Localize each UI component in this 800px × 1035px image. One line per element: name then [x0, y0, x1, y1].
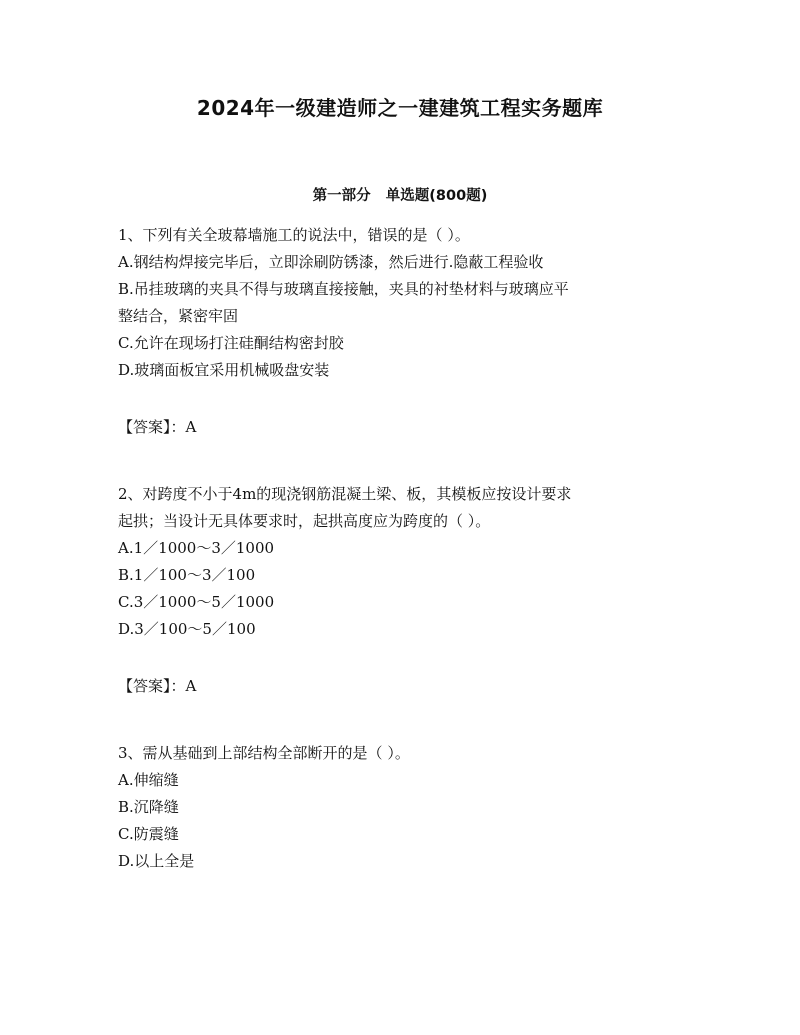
option-b: B.1／100～3／100 [118, 566, 256, 584]
option-d: D.3／100～5／100 [118, 620, 256, 638]
question-stem: 3、需从基础到上部结构全部断开的是（ ）。 [118, 744, 410, 762]
option-c: C.允许在现场打注硅酮结构密封胶 [118, 334, 344, 352]
option-d: D.以上全是 [118, 852, 195, 870]
question-stem-continuation: 起拱；当设计无具体要求时，起拱高度应为跨度的（ ）。 [118, 512, 491, 530]
answer-1: 【答案】：A [118, 418, 197, 436]
option-a: A.钢结构焊接完毕后，立即涂刷防锈漆，然后进行.隐蔽工程验收 [118, 253, 544, 271]
question-2 [118, 481, 688, 643]
option-b: B.沉降缝 [118, 798, 179, 816]
question-stem: 1、下列有关全玻幕墙施工的说法中，错误的是（ ）。 [118, 226, 470, 244]
option-d: D.玻璃面板宜采用机械吸盘安装 [118, 361, 330, 379]
document-title: 2024年一级建造师之一建建筑工程实务题库 [196, 96, 604, 120]
option-b-continuation: 整结合，紧密牢固 [118, 307, 239, 325]
section-heading: 第一部分 单选题(800题) [312, 188, 488, 204]
option-a: A.伸缩缝 [118, 771, 179, 789]
option-a: A.1／1000～3／1000 [118, 539, 275, 557]
question-stem: 2、对跨度不小于4m的现浇钢筋混凝土梁、板，其模板应按设计要求 [118, 485, 572, 503]
option-c: C.防震缝 [118, 825, 179, 843]
option-b: B.吊挂玻璃的夹具不得与玻璃直接接触，夹具的衬垫材料与玻璃应平 [118, 280, 569, 298]
answer-2: 【答案】：A [118, 677, 197, 695]
question-3 [118, 740, 688, 875]
question-1 [118, 222, 688, 384]
option-c: C.3／1000～5／1000 [118, 593, 275, 611]
